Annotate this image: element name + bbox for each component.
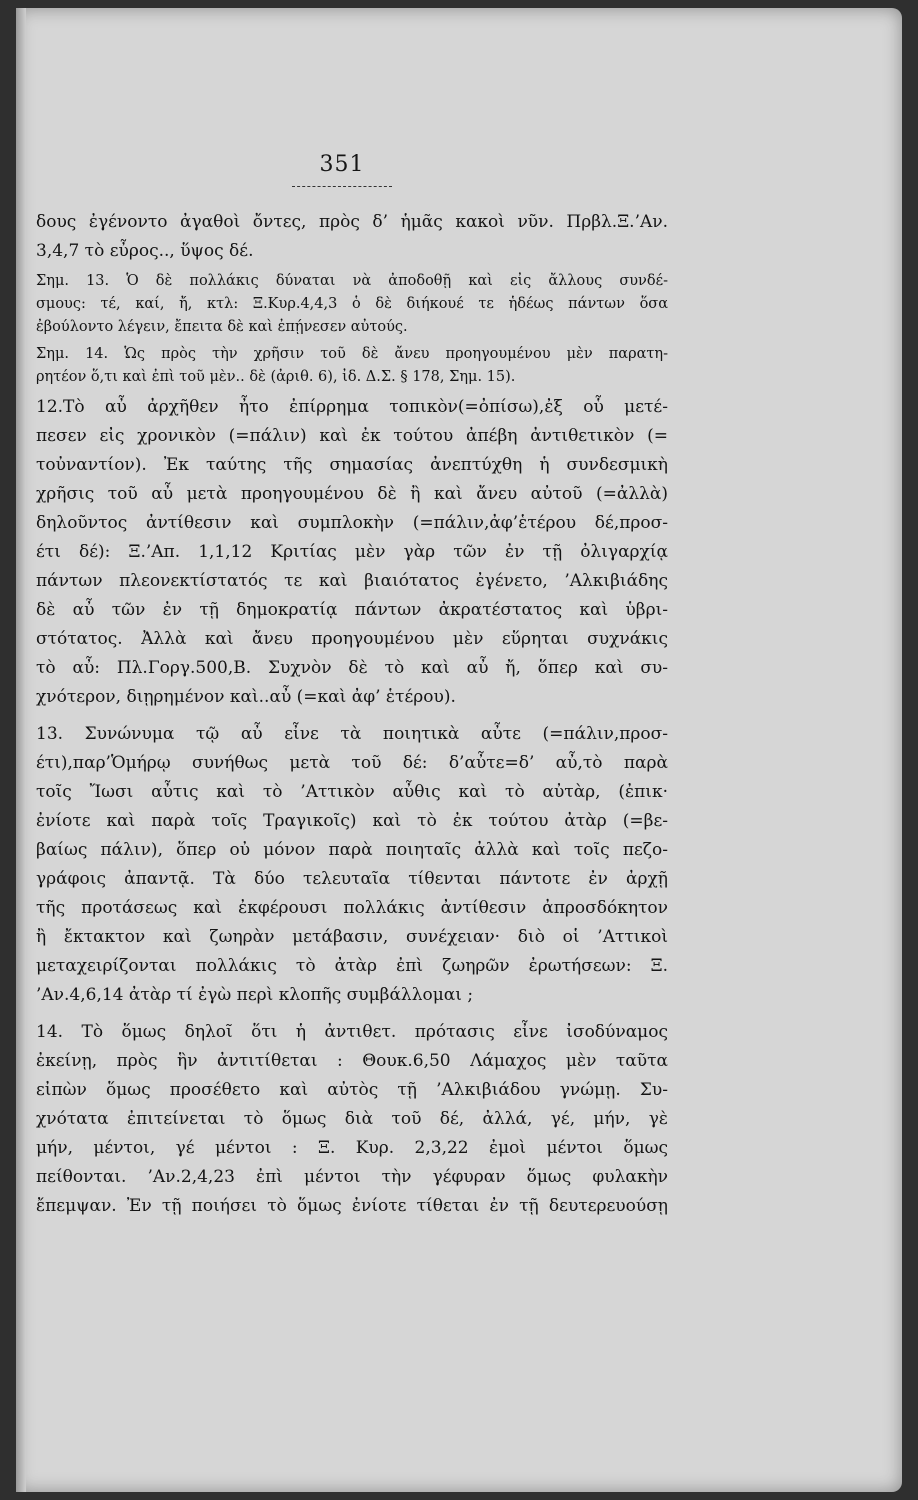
text-line: γράφοις ἀπαντᾷ. Τὰ δύο τελευταῖα τίθενται πάντοτε ἐν ἀρχῇ [36, 869, 668, 889]
text-line: έτι δέ): Ξ.’Απ. 1,1,12 Κριτίας μὲν γὰρ τῶν ἐν τῇ ὀλιγαρχίᾳ [36, 542, 668, 562]
text-line: χνότερον, διῃρημένον καὶ..αὖ (=καὶ ἀφ’ ἑτέρου). [36, 687, 456, 707]
page-binding-edge [16, 8, 26, 1492]
text-line: τῆς προτάσεως καὶ ἐκφέρουσι πολλάκις ἀντίθεσιν ἀπροσδόκητον [36, 898, 668, 918]
text-line: χρῆσις τοῦ αὖ μετὰ προηγουμένου δὲ ἢ καὶ ἄνευ αὐτοῦ (=ἀλλὰ) [36, 484, 668, 504]
text-line: ἢ ἔκτακτον καὶ ζωηρὰν μετάβασιν, συνέχειαν· διὸ οἱ ’Αττικοὶ [36, 927, 668, 947]
text-line: δους ἐγένοντο ἀγαθοὶ ὄντες, πρὸς δ’ ἡμᾶς κακοὶ νῦν. Πρβλ.Ξ.’Αν. [36, 212, 668, 232]
text-line: 3,4,7 τὸ εὖρος.., ὕψος δέ. [36, 241, 254, 261]
text-line: ἔπεμψαν. Ἐν τῇ ποιήσει τὸ ὅμως ἐνίοτε τίθεται ἐν τῇ δευτερευούσῃ [36, 1196, 668, 1216]
page-number: 351 [319, 152, 365, 177]
note-line: Σημ. 13. Ὁ δὲ πολλάκις δύναται νὰ ἀποδοθῇ καὶ εἰς ἄλλους συνδέ- [36, 273, 668, 289]
text-line: τὸ αὖ: Πλ.Γοργ.500,Β. Συχνὸν δὲ τὸ καὶ αὖ ἤ, ὅπερ καὶ συ- [36, 658, 668, 678]
text-line: έτι),παρ’Ὁμήρῳ συνήθως μετὰ τοῦ δέ: δ’αὖτε=δ’ αὖ,τὸ παρὰ [36, 753, 668, 773]
text-line: πείθονται. ’Αν.2,4,23 ἐπὶ μέντοι τὴν γέφυραν ὅμως φυλακὴν [36, 1167, 668, 1187]
text-line: τοῖς Ἴωσι αὖτις καὶ τὸ ’Αττικὸν αὖθις καὶ τὸ αὐτὰρ, (ἐπικ· [36, 782, 668, 802]
page-number-rule [292, 186, 392, 187]
text-line: στότατος. Ἀλλὰ καὶ ἄνευ προηγουμένου μὲν εὕρηται συχνάκις [36, 629, 668, 649]
text-line: μήν, μέντοι, γέ μέντοι : Ξ. Κυρ. 2,3,22 ἐμοὶ μέντοι ὅμως [36, 1138, 668, 1158]
text-line: χνότατα ἐπιτείνεται τὸ ὅμως διὰ τοῦ δέ, ἀλλά, γέ, μήν, γὲ [36, 1109, 668, 1129]
text-line: 14. Τὸ ὅμως δηλοῖ ὅτι ἡ ἀντιθετ. πρότασις εἶνε ἰσοδύναμος [36, 1022, 668, 1042]
note-line: ἐβούλοντο λέγειν, ἔπειτα δὲ καὶ ἐπῄνεσεν αὐτούς. [36, 319, 408, 335]
text-line: τοὐναντίον). Ἐκ ταύτης τῆς σημασίας ἀνεπτύχθη ἡ συνδεσμικὴ [36, 455, 668, 475]
note-line: ρητέον ὅ,τι καὶ ἐπὶ τοῦ μὲν.. δὲ (ἀριθ. 6), ἰδ. Δ.Σ. § 178, Σημ. 15). [36, 369, 516, 385]
text-line: ’Αν.4,6,14 ἀτὰρ τί ἐγὼ περὶ κλοπῆς συμβάλλομαι ; [36, 985, 474, 1005]
text-line: δηλοῦντος ἀντίθεσιν καὶ συμπλοκὴν (=πάλιν,ἀφ’ἑτέρου δέ,προσ- [36, 513, 668, 533]
text-line: πεσεν εἰς χρονικὸν (=πάλιν) καὶ ἐκ τούτου ἀπέβη ἀντιθετικὸν (= [36, 426, 668, 446]
text-line: 13. Συνώνυμα τῷ αὖ εἶνε τὰ ποιητικὰ αὖτε (=πάλιν,προσ- [36, 724, 668, 744]
text-line: εἰπὼν ὅμως προσέθετο καὶ αὐτὸς τῇ ’Αλκιβιάδου γνώμῃ. Συ- [36, 1080, 668, 1100]
text-line: βαίως πάλιν), ὅπερ οὐ μόνον παρὰ ποιηταῖς ἀλλὰ καὶ τοῖς πεζο- [36, 840, 668, 860]
text-line: ἐκείνῃ, πρὸς ἣν ἀντιτίθεται : Θουκ.6,50 Λάμαχος μὲν ταῦτα [36, 1051, 668, 1071]
body-text [36, 208, 668, 1221]
text-line: μεταχειρίζονται πολλάκις τὸ ἀτὰρ ἐπὶ ζωηρῶν ἐρωτήσεων: Ξ. [36, 956, 668, 976]
paragraph-gap [36, 712, 668, 720]
note-line: Σημ. 14. Ὡς πρὸς τὴν χρῆσιν τοῦ δὲ ἄνευ προηγουμένου μὲν παρατη- [36, 346, 668, 362]
note-line: σμους: τέ, καί, ἤ, κτλ: Ξ.Κυρ.4,4,3 ὁ δὲ διήκουέ τε ἡδέως πάντων ὅσα [36, 296, 668, 312]
text-line: δὲ αὖ τῶν ἐν τῇ δημοκρατίᾳ πάντων ἀκρατέστατος καὶ ὑβρι- [36, 600, 668, 620]
text-line: πάντων πλεονεκτίστατός τε καὶ βιαιότατος ἐγένετο, ’Αλκιβιάδης [36, 571, 668, 591]
text-line: 12.Τὸ αὖ ἀρχῆθεν ἦτο ἐπίρρημα τοπικὸν(=ὀπίσω),ἐξ οὗ μετέ- [36, 397, 668, 417]
paragraph-gap [36, 1010, 668, 1018]
text-line: ἐνίοτε καὶ παρὰ τοῖς Τραγικοῖς) καὶ τὸ ἐκ τούτου ἀτὰρ (=βε- [36, 811, 668, 831]
